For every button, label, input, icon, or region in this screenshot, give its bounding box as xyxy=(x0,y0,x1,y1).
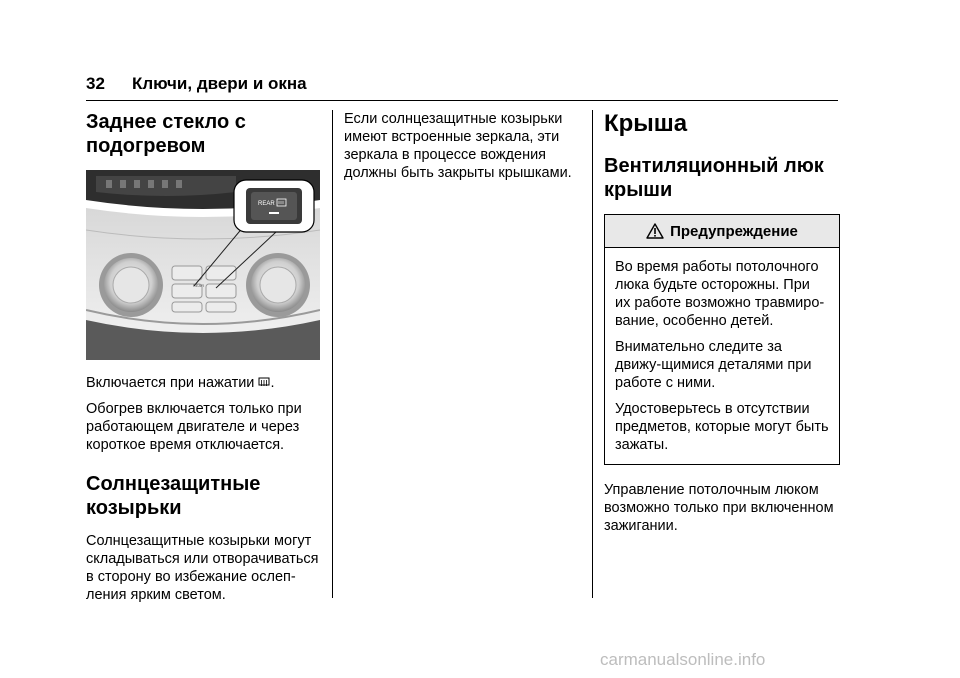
column-3 xyxy=(604,110,840,543)
warning-body xyxy=(605,248,839,464)
rear-button-label: REAR xyxy=(258,201,275,207)
column-1 xyxy=(86,110,322,612)
rear-defrost-icon xyxy=(258,377,270,389)
column-divider xyxy=(332,110,333,598)
paragraph: Обогрев включается только при работающем двигателе и через короткое время отключается. xyxy=(86,401,302,453)
warning-paragraph: Внимательно следите за движу-щимися деталями при работе с ними. xyxy=(615,339,812,391)
page-header xyxy=(86,70,838,101)
paragraph: Управление потолочным люком возможно только при включенном зажигании. xyxy=(604,482,834,534)
svg-text:REAR: REAR xyxy=(193,283,205,288)
chapter-title: Ключи, двери и окна xyxy=(132,74,307,93)
column-divider xyxy=(592,110,593,598)
warning-triangle-icon xyxy=(646,223,664,239)
paragraph: Солнцезащитные козырьки могут складываться или отворачиваться в сторону во избежание ослеп-ления ярким светом. xyxy=(86,533,319,603)
watermark: carmanualsonline.info xyxy=(600,650,766,669)
warning-box xyxy=(604,214,840,465)
warning-paragraph: Во время работы потолочного люка будьте осторожны. При их работе возможно травмиро-вание, особенно детей. xyxy=(615,259,825,329)
section-title-rear-window: Заднее стекло с подогревом xyxy=(86,111,246,157)
page-number: 32 xyxy=(86,74,105,93)
dashboard-illustration xyxy=(86,170,320,360)
section-title-sun-visors: Солнцезащитные козырьки xyxy=(86,473,261,519)
section-title-roof: Крыша xyxy=(604,110,688,137)
warning-title: Предупреждение xyxy=(670,222,798,240)
subsection-title-sunroof: Вентиляционный люк крыши xyxy=(604,155,824,201)
column-2 xyxy=(344,110,580,190)
paragraph: Включается при нажатии . xyxy=(86,375,275,391)
warning-paragraph: Удостоверьтесь в отсутствии предметов, которые могут быть зажаты. xyxy=(615,401,829,453)
warning-header xyxy=(605,215,839,248)
paragraph: Если солнцезащитные козырьки имеют встроенные зеркала, эти зеркала в процессе вождения должны быть закрыты крышками. xyxy=(344,111,572,181)
